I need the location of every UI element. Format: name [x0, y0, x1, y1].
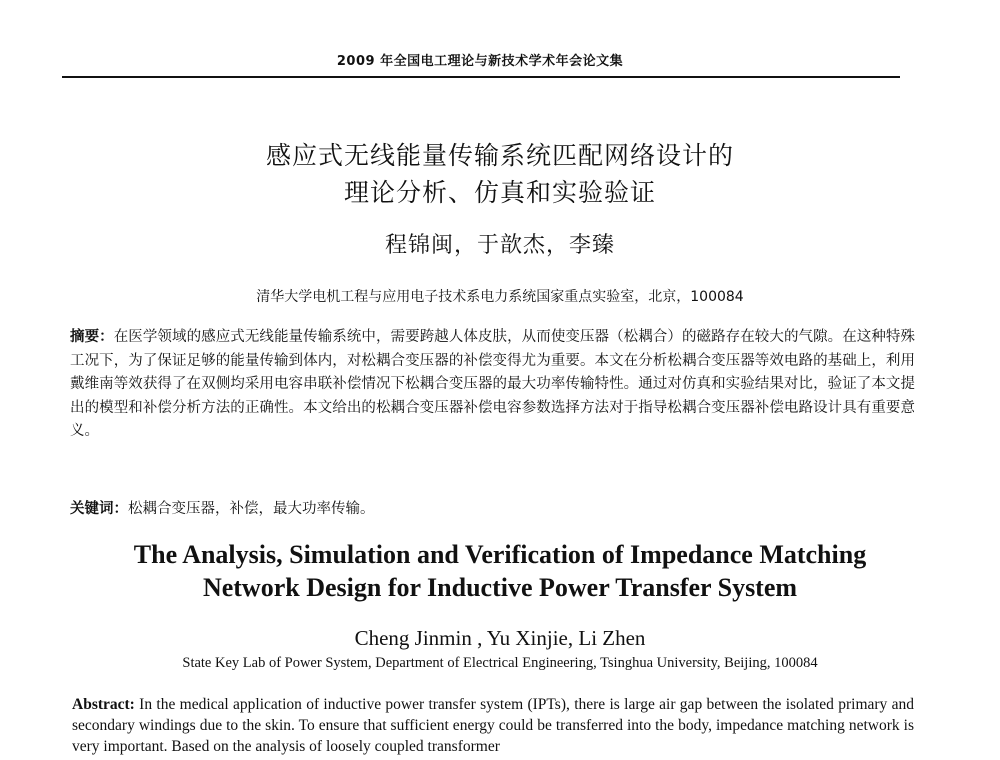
running-header: 2009 年全国电工理论与新技术学术年会论文集: [336, 54, 624, 69]
cn-authors: 程锦闽，于歆杰，李臻: [384, 233, 615, 258]
en-affiliation: State Key Lab of Power System, Department of Electrical Engineering, Tsinghua University, Beijing, 100084: [182, 655, 818, 671]
cn-keywords-text: 松耦合变压器，补偿，最大功率传输。: [128, 501, 375, 517]
cn-title-line-2: 理论分析、仿真和实验验证: [343, 178, 656, 207]
en-abstract: [72, 694, 914, 757]
cn-affiliation: 清华大学电机工程与应用电子技术系电力系统国家重点实验室，北京，100084: [256, 289, 744, 305]
en-title-line-1: The Analysis, Simulation and Verification of Impedance Matching: [133, 540, 867, 569]
en-abstract-text: In the medical application of inductive power transfer system (IPTs), there is large air gap between the isolated primary and secondary windings due to the skin. To ensure that sufficient energy could be transferred into the body, impedance matching network is very important. Based on the analysis of loosely coupled transformer: [72, 696, 914, 755]
cn-abstract: [70, 326, 915, 444]
en-title-line-2: Network Design for Inductive Power Transfer System: [202, 573, 798, 602]
cn-title-line-1: 感应式无线能量传输系统匹配网络设计的: [265, 141, 734, 170]
cn-abstract-text: 在医学领域的感应式无线能量传输系统中，需要跨越人体皮肤，从而使变压器（松耦合）的磁路存在较大的气隙。在这种特殊工况下，为了保证足够的能量传输到体内，对松耦合变压器的补偿变得尤为重要。本文在分析松耦合变压器等效电路的基础上，利用戴维南等效获得了在双侧均采用电容串联补偿情况下松耦合变压器的最大功率传输特性。通过对仿真和实验结果对比，验证了本文提出的模型和补偿分析方法的正确性。本文给出的松耦合变压器补偿电容参数选择方法对于指导松耦合变压器补偿电路设计具有重要意义。: [70, 329, 916, 439]
cn-abstract-label: 摘要：: [70, 329, 114, 345]
en-abstract-label: Abstract:: [72, 696, 135, 713]
header-rule: [62, 76, 900, 78]
cn-keywords-label: 关键词：: [70, 501, 128, 517]
cn-keywords: [70, 497, 915, 518]
en-authors: Cheng Jinmin , Yu Xinjie, Li Zhen: [354, 626, 646, 650]
